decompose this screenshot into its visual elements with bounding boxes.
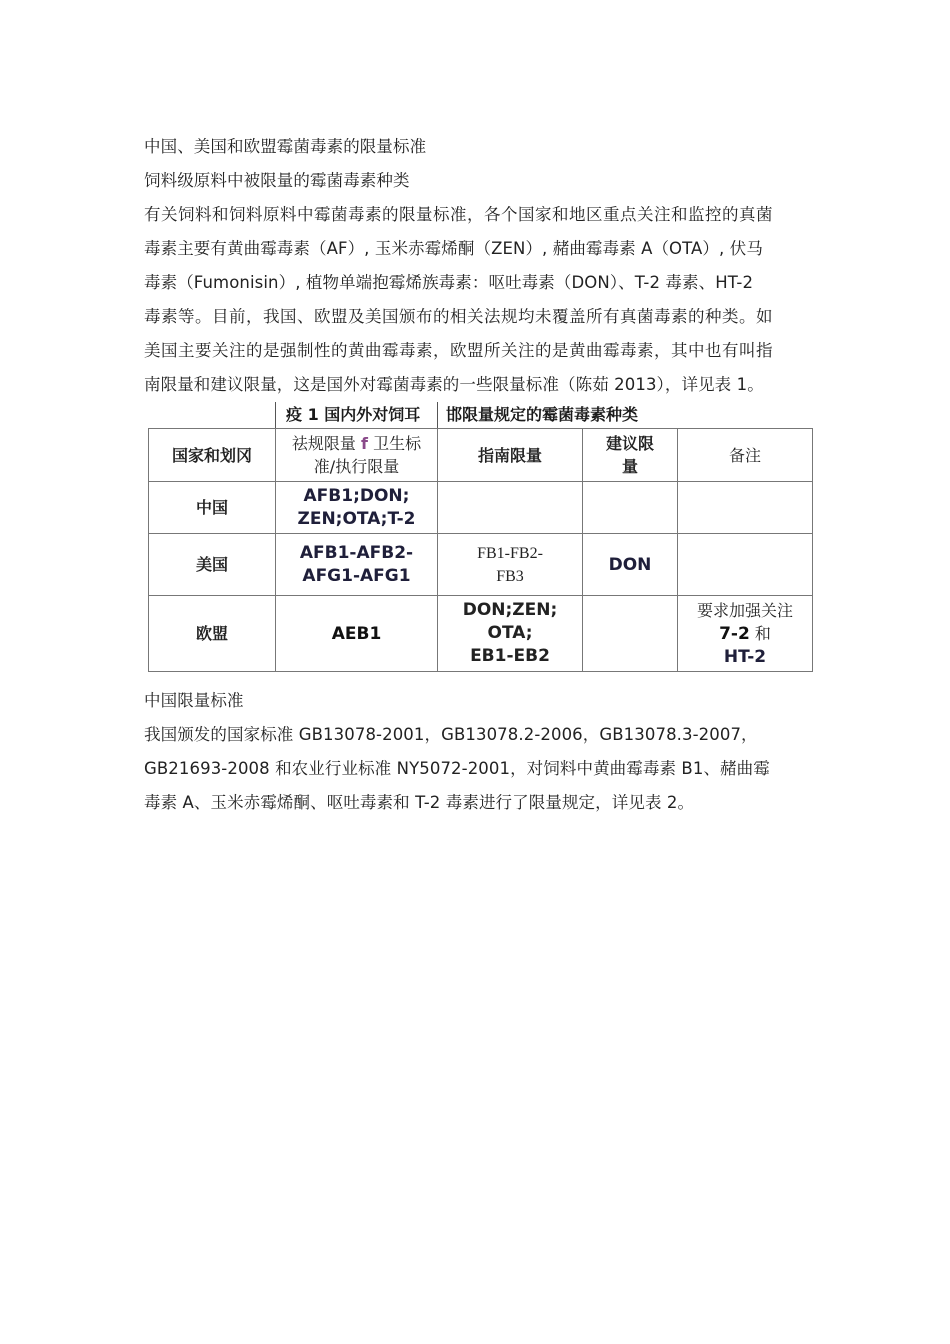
table-caption xyxy=(144,402,814,428)
mycotoxin-limits-table xyxy=(148,428,813,672)
cell-notes xyxy=(678,596,813,672)
toxin-text: EB1-EB2 xyxy=(470,646,550,666)
toxin-text: OTA; xyxy=(487,623,533,643)
cell-advisory xyxy=(583,596,678,672)
toxin-text: AFG1-AFG1 xyxy=(302,565,411,586)
paragraph-line: 毒素等。目前，我国、欧盟及美国颁布的相关法规均未覆盖所有真菌毒素的种类。如 xyxy=(144,307,773,326)
toxin-text: AEB1 xyxy=(331,623,382,644)
cell-advisory xyxy=(583,482,678,534)
cell-guidance xyxy=(438,596,583,672)
toxin-text: DON xyxy=(608,554,652,575)
toxin-text: ZEN;OTA;T-2 xyxy=(297,508,416,529)
header-regulation-text: 卫生标 xyxy=(373,434,422,453)
paragraph-line: 我国颁发的国家标准 GB13078-2001，GB13078.2-2006，GB13078.3-2007， xyxy=(144,725,758,744)
header-notes: 备注 xyxy=(678,429,813,482)
section-china-standards xyxy=(144,684,814,820)
cell-notes xyxy=(678,534,813,596)
cell-notes xyxy=(678,482,813,534)
notes-text: 和 xyxy=(749,623,771,643)
caption-divider xyxy=(437,402,438,428)
toxin-text: DON;ZEN; xyxy=(462,600,558,620)
cell-guidance xyxy=(438,482,583,534)
paragraph-line: GB21693-2008 和农业行业标准 NY5072-2001，对饲料中黄曲霉毒素 B1、赭曲霉 xyxy=(144,759,770,778)
cell-region: 中国 xyxy=(149,482,276,534)
table-header-row xyxy=(149,429,813,482)
header-advisory-text: 量 xyxy=(621,457,638,476)
cell-advisory xyxy=(583,534,678,596)
intro-paragraph xyxy=(144,198,814,402)
header-regulation-text: 祛规限量 xyxy=(291,434,356,453)
toxin-text: FB3 xyxy=(496,567,524,585)
table-row xyxy=(149,482,813,534)
header-guidance: 指南限量 xyxy=(438,429,583,482)
header-regulation-text: 准/执行限量 xyxy=(313,457,400,476)
paragraph-line: 美国主要关注的是强制性的黄曲霉毒素，欧盟所关注的是黄曲霉毒素，其中也有叫指 xyxy=(144,341,773,360)
toxin-text: 7-2 xyxy=(719,623,750,644)
toxin-text: AFB1;DON; xyxy=(303,485,410,506)
header-advisory xyxy=(583,429,678,482)
toxin-text: AFB1-AFB2- xyxy=(299,542,414,563)
document-page xyxy=(144,130,814,820)
caption-divider xyxy=(275,402,276,428)
cell-guidance xyxy=(438,534,583,596)
header-advisory-text: 建议限 xyxy=(605,434,654,453)
cell-regulation xyxy=(276,482,438,534)
cell-region: 美国 xyxy=(149,534,276,596)
toxin-text: FB1-FB2- xyxy=(477,544,543,562)
header-regulation xyxy=(276,429,438,482)
document-subtitle: 饲料级原料中被限量的霉菌毒素种类 xyxy=(144,171,410,190)
cell-region: 欧盟 xyxy=(149,596,276,672)
document-title: 中国、美国和欧盟霉菌毒素的限量标准 xyxy=(144,137,427,156)
header-region: 国家和划冈 xyxy=(149,429,276,482)
header-regulation-mark: f xyxy=(361,434,368,453)
paragraph-line: 毒素 A、玉米赤霉烯酮、呕吐毒素和 T-2 毒素进行了限量规定，详见表 2。 xyxy=(144,793,695,812)
toxin-text: HT-2 xyxy=(723,646,767,667)
cell-regulation xyxy=(276,596,438,672)
paragraph-line: 南限量和建议限量，这是国外对霉菌毒素的一些限量标准（陈茹 2013），详见表 1。 xyxy=(144,375,764,394)
paragraph-line: 毒素主要有黄曲霉毒素（AF）, 玉米赤霉烯酮（ZEN）, 赭曲霉毒素 A（OTA）, 伏马 xyxy=(144,239,763,258)
paragraph-line: 有关饲料和饲料原料中霉菌毒素的限量标准，各个国家和地区重点关注和监控的真菌 xyxy=(144,205,773,224)
table-row xyxy=(149,596,813,672)
paragraph-line: 毒素（Fumonisin）, 植物单端抱霉烯族毒素：呕吐毒素（DON）、T-2 毒素、HT-2 xyxy=(144,273,754,292)
notes-text: 要求加强关注 xyxy=(696,600,793,620)
table-caption-left: 疫 1 国内外对饲耳 xyxy=(286,405,421,424)
cell-regulation xyxy=(276,534,438,596)
table-row xyxy=(149,534,813,596)
section-title: 中国限量标准 xyxy=(144,691,244,710)
table-caption-right: 邯限量规定的霉菌毒素种类 xyxy=(446,405,639,424)
